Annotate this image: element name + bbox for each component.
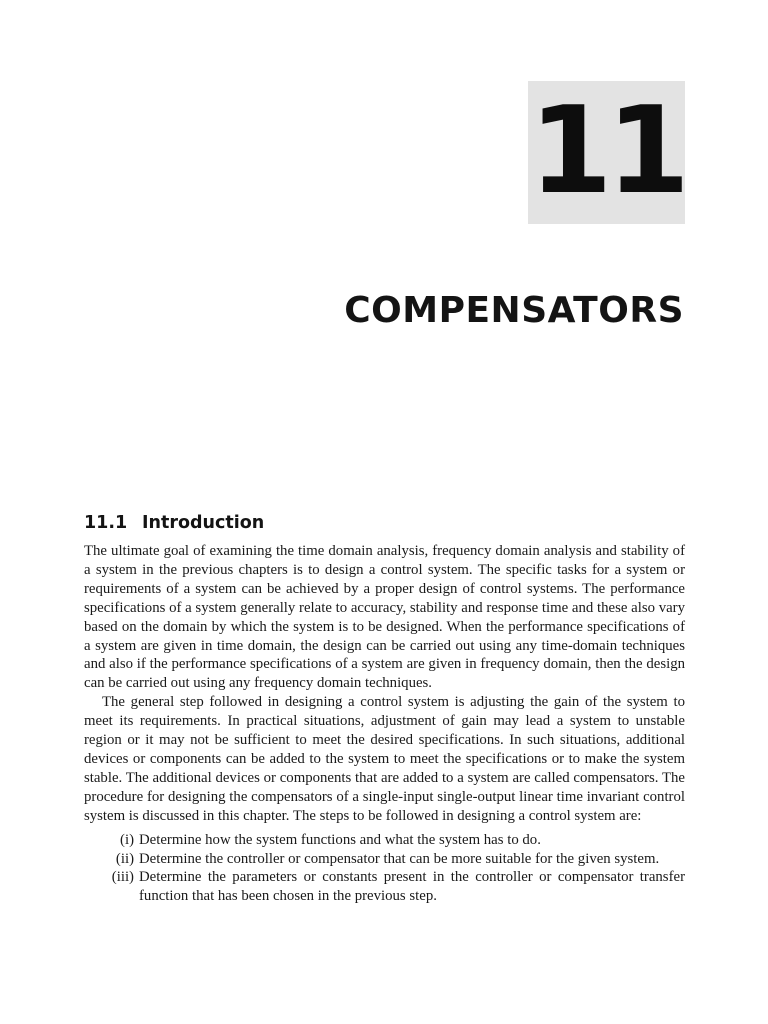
- section-heading: [84, 510, 684, 536]
- chapter-number: 11: [529, 82, 684, 221]
- steps-list: [84, 831, 685, 907]
- section-title: Introduction: [142, 513, 265, 533]
- list-item: [84, 831, 685, 850]
- step-number: (i): [120, 831, 134, 848]
- paragraph-1: The ultimate goal of examining the time domain analysis, frequency domain analysis and stability of a system in the previous chapters is to design a control system. The specific tasks for a system or requirements of a system can be achieved by a proper design of control systems. The performance specifications of a system generally relate to accuracy, stability and response time and these also vary based on the domain by which the system is to be designed. When the performance specifications of a system are given in time domain, the design can be carried out using any time-domain techniques and also if the performance specifications of a system are given in frequency domain, then the design can be carried out using any frequency domain techniques.: [84, 543, 685, 692]
- body-text: [84, 542, 685, 906]
- step-text: Determine how the system functions and what the system has to do.: [139, 831, 541, 848]
- step-number: (iii): [111, 869, 134, 886]
- chapter-title: COMPENSATORS: [344, 290, 684, 331]
- step-number: (ii): [115, 850, 134, 867]
- section-number: 11.1: [84, 513, 128, 533]
- list-item: [84, 850, 685, 869]
- list-item: [84, 868, 685, 906]
- paragraph-2: The general step followed in designing a control system is adjusting the gain of the system to meet its requirements. In practical situations, adjustment of gain may lead a system to unstable region or it may not be sufficient to meet the desired specifications. In such situations, additional devices or components can be added to the system to meet the specifications or to make the system stable. The additional devices or components that are added to a system are called compensators. The procedure for designing the compensators of a single-input single-output linear time invariant control system is discussed in this chapter. The steps to be followed in designing a control system are:: [84, 694, 685, 824]
- chapter-number-box: [528, 81, 685, 224]
- step-text: Determine the parameters or constants present in the controller or compensator transfer function that has been chosen in the previous step.: [139, 869, 685, 905]
- step-text: Determine the controller or compensator that can be more suitable for the given system.: [139, 850, 660, 867]
